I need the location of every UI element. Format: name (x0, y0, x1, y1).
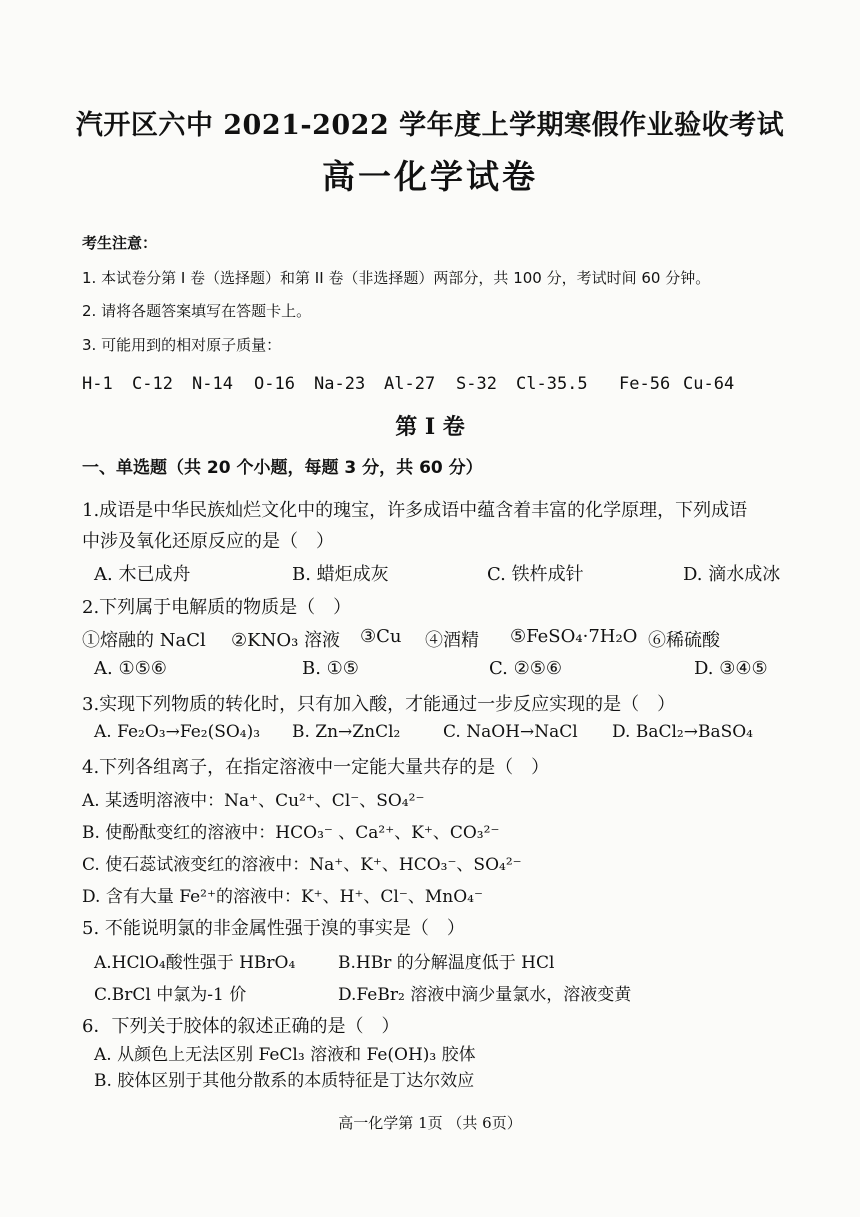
option-c: C. 使石蕊试液变红的溶液中：Na⁺、K⁺、HCO₃⁻、SO₄²⁻ (82, 855, 522, 875)
atomic-mass: Cu-64 (683, 374, 735, 394)
exam-title: 汽开区六中 2021-2022 学年度上学期寒假作业验收考试 (75, 110, 785, 141)
substance-item: ⑥稀硫酸 (648, 630, 720, 651)
question-stem: 中涉及氧化还原反应的是（ ） (82, 531, 334, 552)
atomic-mass: Al-27 (384, 374, 436, 394)
option-b: B. 胶体区别于其他分散系的本质特征是丁达尔效应 (94, 1071, 475, 1091)
page-footer: 高一化学第 1页 （共 6页） (338, 1114, 522, 1132)
option-d: D.FeBr₂ 溶液中滴少量氯水，溶液变黄 (338, 985, 632, 1005)
option-d: D. ③④⑤ (694, 658, 768, 679)
substance-item: ③Cu (360, 626, 402, 647)
option-b: B. 使酚酞变红的溶液中：HCO₃⁻ 、Ca²⁺、K⁺、CO₃²⁻ (82, 823, 500, 843)
part-heading: 第 I 卷 (395, 414, 465, 440)
option-a: A. ①⑤⑥ (94, 658, 167, 679)
question-stem: 2.下列属于电解质的物质是（ ） (82, 597, 352, 618)
option-a: A. Fe₂O₃→Fe₂(SO₄)₃ (94, 722, 261, 742)
atomic-mass: N-14 (192, 374, 233, 394)
atomic-mass: Na-23 (314, 374, 366, 394)
exam-subtitle: 高一化学试卷 (322, 157, 538, 196)
option-d: D. 含有大量 Fe²⁺的溶液中：K⁺、H⁺、Cl⁻、MnO₄⁻ (82, 887, 483, 907)
note-item: 2. 请将各题答案填写在答题卡上。 (82, 302, 312, 320)
option-d: D. 滴水成冰 (683, 564, 781, 585)
question-stem: 1.成语是中华民族灿烂文化中的瑰宝，许多成语中蕴含着丰富的化学原理，下列成语 (82, 500, 748, 521)
option-b: B.HBr 的分解温度低于 HCl (338, 953, 555, 973)
atomic-mass: Cl-35.5 (516, 374, 588, 394)
option-a: A. 某透明溶液中：Na⁺、Cu²⁺、Cl⁻、SO₄²⁻ (82, 791, 425, 811)
substance-item: ⑤FeSO₄·7H₂O (510, 626, 638, 647)
substance-item: ①熔融的 NaCl (82, 630, 206, 651)
atomic-mass: H-1 (82, 374, 113, 394)
atomic-mass: C-12 (132, 374, 173, 394)
question-stem: 4.下列各组离子，在指定溶液中一定能大量共存的是（ ） (82, 757, 550, 778)
atomic-mass: Fe-56 (619, 374, 671, 394)
atomic-mass: S-32 (456, 374, 497, 394)
option-b: B. Zn→ZnCl₂ (292, 722, 401, 742)
option-a: A.HClO₄酸性强于 HBrO₄ (94, 953, 296, 973)
atomic-mass: O-16 (254, 374, 295, 394)
option-c: C. ②⑤⑥ (489, 658, 562, 679)
option-b: B. 蜡炬成灰 (292, 564, 389, 585)
question-stem: 6．下列关于胶体的叙述正确的是（ ） (82, 1016, 400, 1037)
option-c: C. NaOH→NaCl (443, 722, 578, 742)
section-heading: 一、单选题（共 20 个小题，每题 3 分，共 60 分） (82, 458, 483, 478)
note-item: 3. 可能用到的相对原子质量： (82, 336, 282, 354)
option-a: A. 从颜色上无法区别 FeCl₃ 溶液和 Fe(OH)₃ 胶体 (94, 1045, 476, 1065)
option-c: C.BrCl 中氯为-1 价 (94, 985, 247, 1005)
note-item: 1. 本试卷分第 I 卷（选择题）和第 II 卷（非选择题）两部分，共 100 分，考试时间 60 分钟。 (82, 269, 711, 287)
option-c: C. 铁杵成针 (487, 564, 584, 585)
question-stem: 3.实现下列物质的转化时，只有加入酸，才能通过一步反应实现的是（ ） (82, 694, 676, 715)
substance-item: ②KNO₃ 溶液 (231, 630, 341, 651)
option-d: D. BaCl₂→BaSO₄ (612, 722, 753, 742)
substance-item: ④酒精 (425, 630, 479, 651)
option-b: B. ①⑤ (302, 658, 359, 679)
notes-heading: 考生注意： (82, 234, 158, 252)
option-a: A. 木已成舟 (94, 564, 191, 585)
question-stem: 5. 不能说明氯的非金属性强于溴的事实是（ ） (82, 918, 465, 939)
